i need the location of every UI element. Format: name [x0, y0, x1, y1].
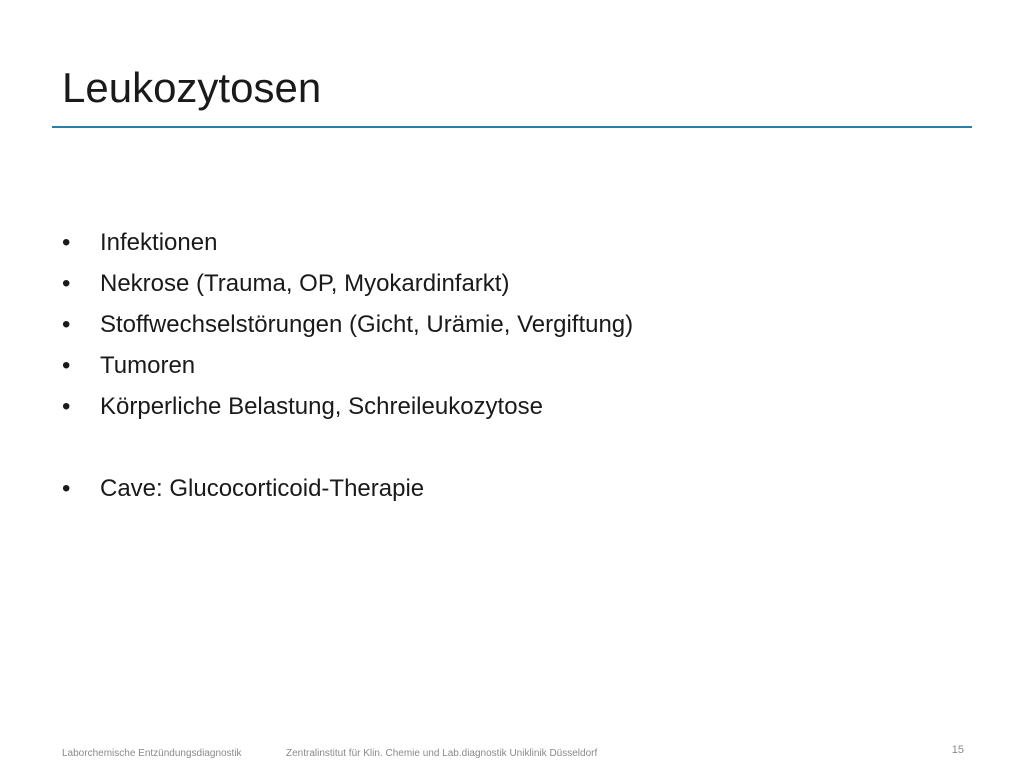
bullet-icon: • — [62, 393, 71, 420]
bullet-text: Stoffwechselstörungen (Gicht, Urämie, Vergiftung) — [100, 311, 634, 338]
footer-course-title: Laborchemische Entzündungsdiagnostik — [62, 748, 242, 759]
list-item — [62, 308, 962, 349]
bullet-icon: • — [62, 229, 71, 256]
title-divider — [52, 126, 972, 128]
bullet-list — [62, 226, 962, 513]
bullet-text: Cave: Glucocorticoid-Therapie — [100, 475, 425, 502]
bullet-text: Körperliche Belastung, Schreileukozytose — [100, 393, 543, 420]
bullet-icon: • — [62, 270, 71, 297]
bullet-text: Infektionen — [100, 229, 218, 256]
bullet-icon: • — [62, 311, 71, 338]
list-item — [62, 267, 962, 308]
slide-title: Leukozytosen — [62, 64, 322, 111]
page-number: 15 — [951, 744, 964, 756]
list-item — [62, 390, 962, 431]
list-item — [62, 472, 962, 513]
list-item — [62, 349, 962, 390]
footer-institution: Zentralinstitut für Klin. Chemie und Lab.diagnostik Uniklinik Düsseldorf — [286, 748, 598, 759]
bullet-text: Nekrose (Trauma, OP, Myokardinfarkt) — [100, 270, 510, 297]
bullet-icon: • — [62, 475, 71, 502]
list-item — [62, 226, 962, 267]
bullet-icon: • — [62, 352, 71, 379]
bullet-text: Tumoren — [100, 352, 196, 379]
